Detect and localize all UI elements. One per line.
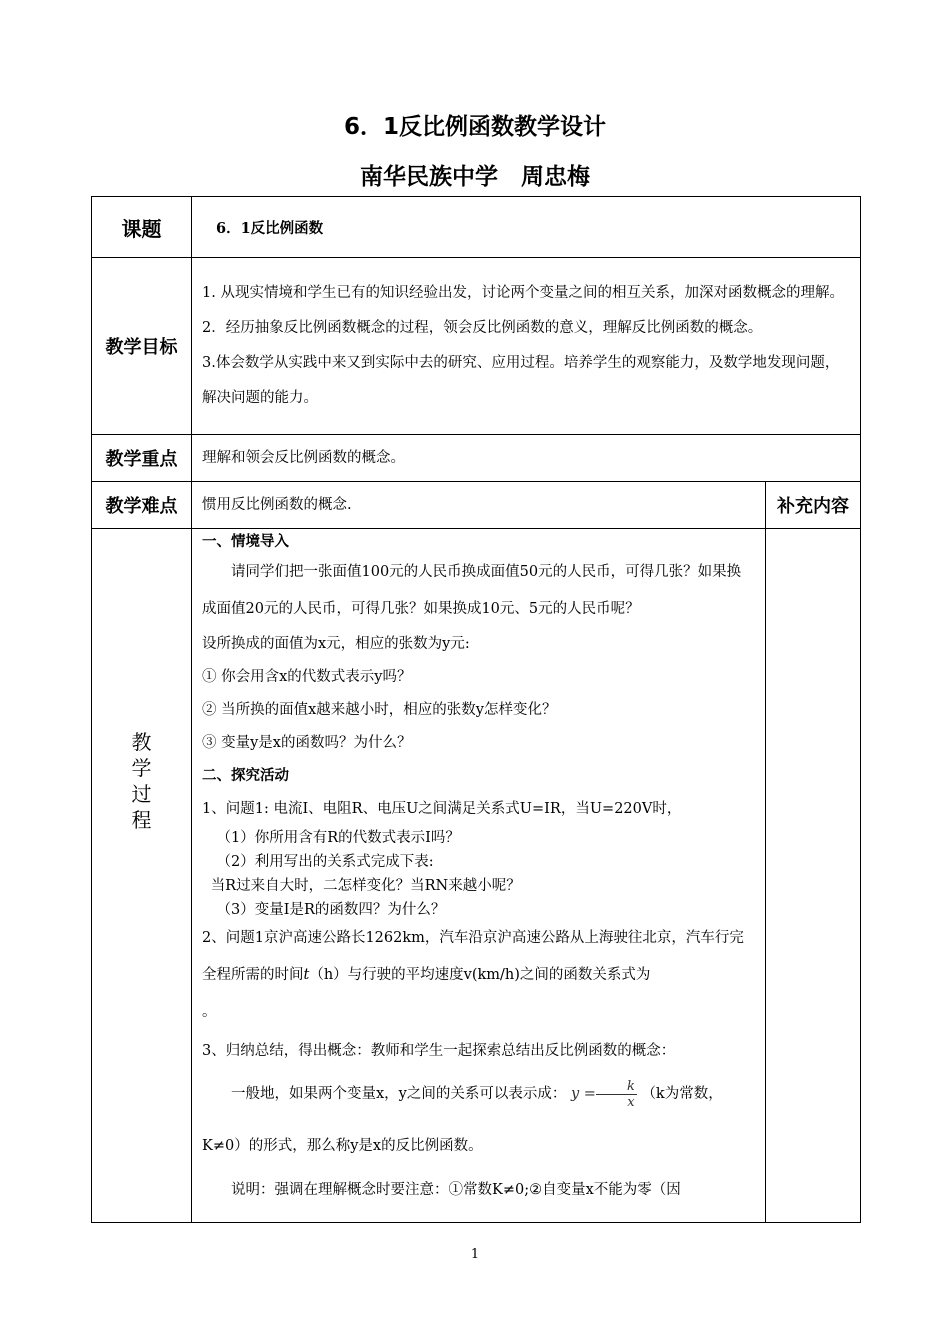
goal-3: 3.体会数学从实践中来又到实际中去的研究、应用过程。培养学生的观察能力，及数学地发现问题，解决问题的能力。 <box>202 355 840 406</box>
process-label: 教 学 过 程 <box>92 529 192 1223</box>
section-1-setup: 设所换成的面值为x元，相应的张数为y元: <box>202 636 470 652</box>
goal-2: 2．经历抽象反比例函数概念的过程，领会反比例函数的意义，理解反比例函数的概念。 <box>202 320 763 336</box>
definition-note: 说明：强调在理解概念时要注意：①常数K≠0;②自变量x不能为零（因 <box>231 1182 681 1198</box>
topic-label: 课题 <box>92 197 192 258</box>
goal-1: 1. 从现实情境和学生已有的知识经验出发，讨论两个变量之间的相互关系，加深对函数概念的理解。 <box>202 285 844 301</box>
key-value: 理解和领会反比例函数的概念。 <box>192 435 861 482</box>
problem-1: 1、问题1: 电流I、电阻R、电压U之间满足关系式U=IR，当U=220V时， <box>202 801 682 817</box>
equation-fraction: $\frac{k}{x}$ <box>596 1079 637 1110</box>
page-number: 1 <box>470 1247 480 1262</box>
question-1: ① 你会用含x的代数式表示y吗？ <box>202 669 412 685</box>
row-key <box>92 435 861 482</box>
supplement-cell <box>766 529 861 1223</box>
row-process <box>92 529 861 1223</box>
row-goals <box>92 258 861 435</box>
question-2: ② 当所换的面值x越来越小时，相应的张数y怎样变化？ <box>202 702 557 718</box>
problem-1-note: 当R过来自大时，二怎样变化？当RN来越小呢？ <box>210 878 521 894</box>
topic-value: 6．1反比例函数 <box>192 197 861 258</box>
problem-1-q3: （3）变量I是R的函数四？为什么？ <box>216 902 446 918</box>
row-topic <box>92 197 861 258</box>
difficult-label: 教学难点 <box>92 482 192 529</box>
goals-label: 教学目标 <box>92 258 192 435</box>
author-line: 南华民族中学 周忠梅 <box>360 164 590 190</box>
key-label: 教学重点 <box>92 435 192 482</box>
problem-1-q1: （1）你所用含有R的代数式表示I吗？ <box>216 830 460 846</box>
difficult-value: 惯用反比例函数的概念. <box>192 482 766 529</box>
row-difficult <box>92 482 861 529</box>
section-1-heading: 一、情境导入 <box>202 534 289 550</box>
section-2-heading: 二、探究活动 <box>202 768 289 784</box>
lesson-plan-table <box>91 196 861 1223</box>
definition: 一般地，如果两个变量x，y之间的关系可以表示成： y = $\frac{k}{x}$ （k为常数，K≠0）的形式，那么称y是x的反比例函数。 <box>202 1078 723 1154</box>
equation-lhs: y = <box>570 1086 596 1102</box>
problem-2: 2、问题1京沪高速公路长1262km，汽车沿京沪高速公路从上海驶往北京，汽车行完全程所需的时间t（h）与行驶的平均速度v(km/h)之间的函数关系式为 。 <box>202 930 744 1020</box>
document-title: 6．1反比例函数教学设计 <box>343 114 606 140</box>
section-3-heading: 3、归纳总结，得出概念：教师和学生一起探索总结出反比例函数的概念： <box>202 1043 676 1059</box>
problem-1-q2: （2）利用写出的关系式完成下表: <box>216 854 434 870</box>
process-content <box>192 529 766 1223</box>
section-1-paragraph: 请同学们把一张面值100元的人民币换成面值50元的人民币，可得几张？如果换成面值20元的人民币，可得几张？如果换成10元、5元的人民币呢？ <box>202 564 742 617</box>
supplement-label: 补充内容 <box>766 482 861 529</box>
goals-content <box>192 258 861 435</box>
question-3: ③ 变量y是x的函数吗？为什么？ <box>202 735 412 751</box>
